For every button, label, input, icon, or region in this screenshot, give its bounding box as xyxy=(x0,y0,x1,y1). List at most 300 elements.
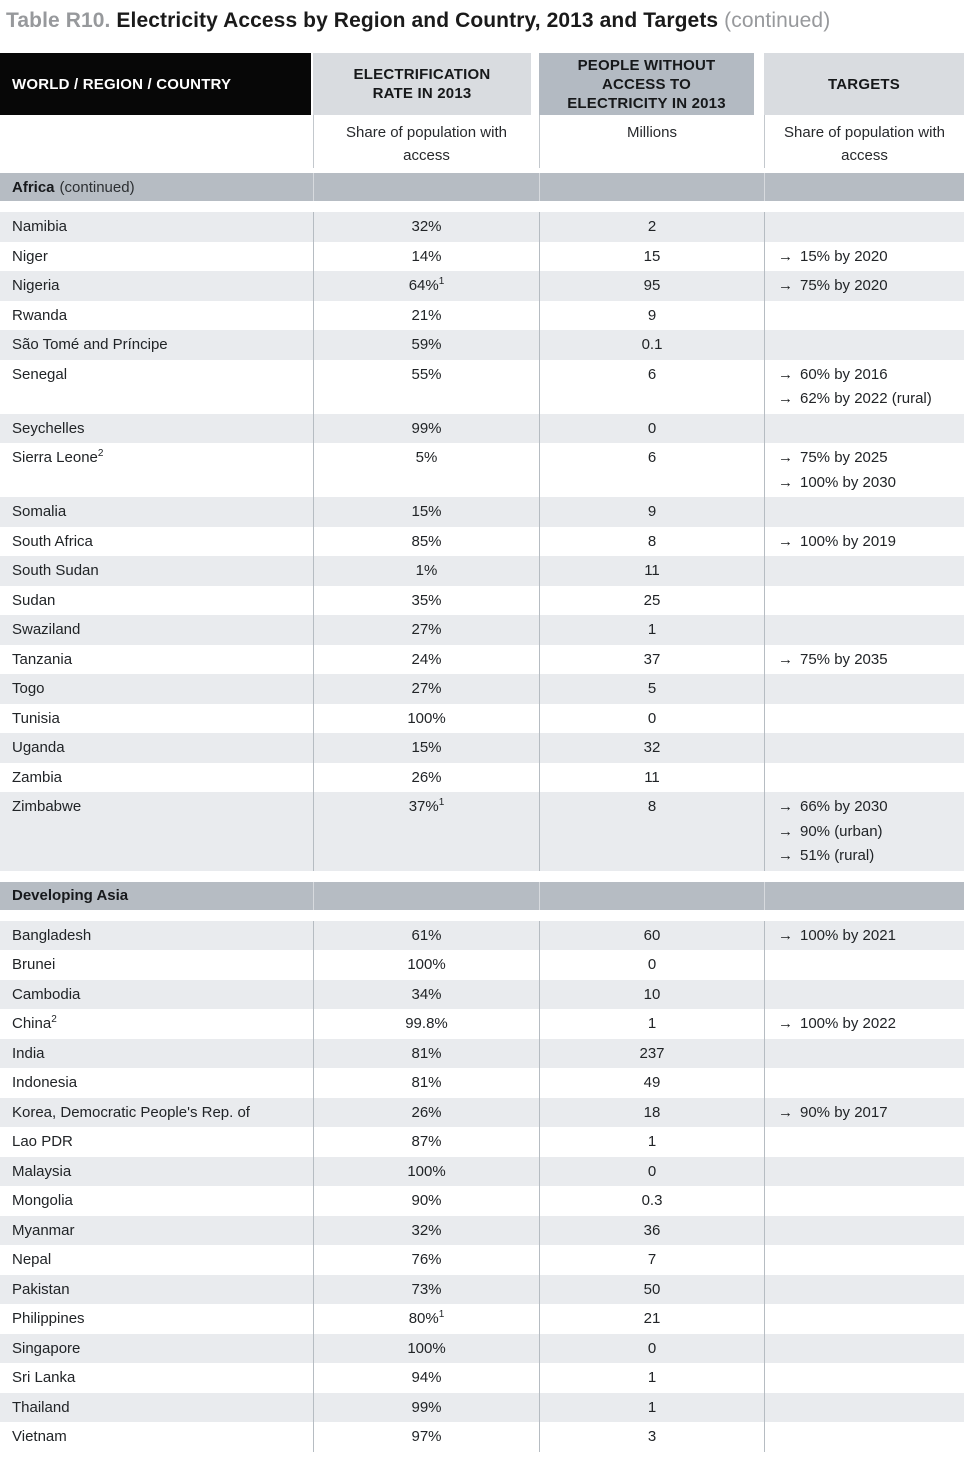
rate-cell xyxy=(313,704,539,734)
country-cell xyxy=(0,271,313,301)
target-line xyxy=(778,926,964,946)
table-row xyxy=(0,1157,964,1187)
rate-cell xyxy=(313,1039,539,1069)
table-row xyxy=(0,1039,964,1069)
country-cell xyxy=(0,1157,313,1187)
country-cell xyxy=(0,1334,313,1364)
rate-value: 99% xyxy=(411,419,442,437)
targets-cell xyxy=(764,242,964,272)
target-arrow-icon: → xyxy=(778,847,793,864)
country-name: South Africa xyxy=(12,532,93,550)
target-text: 75% by 2020 xyxy=(800,277,888,294)
table-title xyxy=(0,0,964,33)
footnote-marker: 1 xyxy=(438,797,445,808)
rate-value: 100% xyxy=(407,709,446,727)
table-row xyxy=(0,414,964,444)
table-row xyxy=(0,1127,964,1157)
rate-value: 100% xyxy=(407,1339,446,1357)
rate-value: 81% xyxy=(411,1044,442,1062)
subheader-cell-empty xyxy=(0,115,313,168)
country-name: Uganda xyxy=(12,739,65,756)
table-row xyxy=(0,1363,964,1393)
rate-cell xyxy=(313,1186,539,1216)
targets-cell xyxy=(764,1157,964,1187)
country-name: Malaysia xyxy=(12,1162,72,1180)
country-cell xyxy=(0,1009,313,1039)
table-row xyxy=(0,792,964,871)
targets-cell xyxy=(764,1245,964,1275)
country-cell xyxy=(0,733,313,763)
table-row xyxy=(0,443,964,497)
rate-value: 15% xyxy=(411,503,442,520)
targets-cell xyxy=(764,1127,964,1157)
rate-cell xyxy=(313,414,539,444)
target-line xyxy=(778,1014,964,1034)
section-header-cell xyxy=(0,173,313,201)
millions-cell: 9 xyxy=(539,497,764,527)
rate-cell xyxy=(313,1216,539,1246)
targets-cell xyxy=(764,615,964,645)
country-name: Senegal xyxy=(12,365,68,383)
rate-cell xyxy=(313,527,539,557)
country-cell xyxy=(0,615,313,645)
millions-cell: 25 xyxy=(539,586,764,616)
country-name: Zambia xyxy=(12,768,63,786)
millions-cell: 10 xyxy=(539,980,764,1010)
rate-value: 55% xyxy=(411,365,442,383)
table-row xyxy=(0,645,964,675)
target-text: 62% by 2022 (rural) xyxy=(800,390,932,407)
country-name: São Tomé and Príncipe xyxy=(12,336,168,353)
target-line xyxy=(778,276,964,296)
rate-value: 87% xyxy=(411,1133,442,1150)
table-row xyxy=(0,950,964,980)
millions-cell: 18 xyxy=(539,1098,764,1128)
table-row xyxy=(0,330,964,360)
targets-cell xyxy=(764,1216,964,1246)
targets-cell xyxy=(764,950,964,980)
rate-cell xyxy=(313,242,539,272)
rate-value: 61% xyxy=(411,926,442,944)
table-subheader-row xyxy=(0,115,964,168)
rate-value: 27% xyxy=(411,680,442,697)
millions-cell: 60 xyxy=(539,921,764,951)
table-row xyxy=(0,497,964,527)
targets-cell xyxy=(764,301,964,331)
header-cell-targets: TARGETS xyxy=(764,53,964,115)
section-header-cell xyxy=(539,173,764,201)
rate-value: 1% xyxy=(415,562,438,579)
country-name: Thailand xyxy=(12,1398,70,1416)
millions-cell: 0 xyxy=(539,950,764,980)
targets-cell xyxy=(764,1422,964,1452)
country-name: Indonesia xyxy=(12,1074,78,1091)
target-text: 90% (urban) xyxy=(800,822,883,840)
country-cell xyxy=(0,1098,313,1128)
millions-cell: 1 xyxy=(539,1393,764,1423)
targets-cell xyxy=(764,980,964,1010)
target-arrow-icon: → xyxy=(778,247,793,265)
country-name: Pakistan xyxy=(12,1280,70,1298)
millions-cell: 36 xyxy=(539,1216,764,1246)
targets-cell xyxy=(764,212,964,242)
country-name: India xyxy=(12,1044,45,1062)
country-name: Mongolia xyxy=(12,1192,73,1209)
table-row xyxy=(0,1245,964,1275)
targets-cell xyxy=(764,1009,964,1039)
rate-cell xyxy=(313,792,539,871)
rate-cell xyxy=(313,645,539,675)
millions-cell: 32 xyxy=(539,733,764,763)
country-name: Seychelles xyxy=(12,419,85,437)
header-cell-country: WORLD / REGION / COUNTRY xyxy=(0,53,313,115)
country-name: South Sudan xyxy=(12,562,99,579)
millions-cell: 50 xyxy=(539,1275,764,1305)
rate-value: 21% xyxy=(411,306,442,324)
country-cell xyxy=(0,1127,313,1157)
rate-cell xyxy=(313,497,539,527)
section-label: Africa xyxy=(12,178,55,196)
table-row xyxy=(0,704,964,734)
targets-cell xyxy=(764,497,964,527)
country-name: Tunisia xyxy=(12,709,60,727)
rate-cell xyxy=(313,330,539,360)
table-row xyxy=(0,527,964,557)
targets-cell xyxy=(764,1334,964,1364)
target-arrow-icon: → xyxy=(778,473,793,491)
table-row xyxy=(0,556,964,586)
country-cell xyxy=(0,645,313,675)
table-row xyxy=(0,1393,964,1423)
rate-value: 14% xyxy=(411,247,442,265)
country-name: China xyxy=(12,1015,52,1032)
target-text: 90% by 2017 xyxy=(800,1103,888,1121)
target-arrow-icon: → xyxy=(778,390,793,407)
target-line xyxy=(778,822,964,842)
target-text: 100% by 2022 xyxy=(800,1015,896,1032)
millions-cell: 8 xyxy=(539,792,764,871)
country-cell xyxy=(0,763,313,793)
country-cell xyxy=(0,527,313,557)
targets-cell xyxy=(764,527,964,557)
table-title-main: Electricity Access by Region and Country, 2013 and Targets xyxy=(116,9,719,32)
targets-cell xyxy=(764,1304,964,1334)
table-row xyxy=(0,301,964,331)
rate-cell xyxy=(313,1275,539,1305)
table-row xyxy=(0,1304,964,1334)
country-name: Bangladesh xyxy=(12,926,92,944)
table-row xyxy=(0,921,964,951)
country-cell xyxy=(0,1186,313,1216)
country-cell xyxy=(0,414,313,444)
targets-cell xyxy=(764,645,964,675)
country-cell xyxy=(0,980,313,1010)
millions-cell: 8 xyxy=(539,527,764,557)
country-name: Nigeria xyxy=(12,277,60,294)
table-row xyxy=(0,733,964,763)
table-row xyxy=(0,763,964,793)
country-cell xyxy=(0,1039,313,1069)
millions-cell: 6 xyxy=(539,443,764,497)
target-line xyxy=(778,448,964,468)
rate-cell xyxy=(313,586,539,616)
country-name: Lao PDR xyxy=(12,1133,73,1150)
rate-value: 64% xyxy=(408,277,439,294)
rate-value: 32% xyxy=(411,218,442,235)
country-cell xyxy=(0,1275,313,1305)
country-name: Philippines xyxy=(12,1310,85,1327)
target-text: 75% by 2035 xyxy=(800,650,888,668)
rate-cell xyxy=(313,1422,539,1452)
millions-cell: 0 xyxy=(539,414,764,444)
country-cell xyxy=(0,1363,313,1393)
table-row xyxy=(0,1275,964,1305)
country-cell xyxy=(0,1245,313,1275)
country-cell xyxy=(0,674,313,704)
target-line xyxy=(778,389,964,409)
target-arrow-icon: → xyxy=(778,1015,793,1032)
target-line xyxy=(778,797,964,817)
country-cell xyxy=(0,1216,313,1246)
rate-value: 80% xyxy=(408,1310,439,1327)
country-name: Brunei xyxy=(12,956,56,973)
targets-cell xyxy=(764,443,964,497)
rate-value: 26% xyxy=(411,1103,442,1121)
targets-cell xyxy=(764,1275,964,1305)
rate-value: 99.8% xyxy=(405,1015,448,1032)
country-cell xyxy=(0,792,313,871)
targets-cell xyxy=(764,414,964,444)
target-arrow-icon: → xyxy=(778,365,793,383)
footnote-marker: 1 xyxy=(438,276,445,287)
country-name: Sudan xyxy=(12,591,56,609)
rate-value: 99% xyxy=(411,1398,442,1416)
rate-cell xyxy=(313,950,539,980)
rate-cell xyxy=(313,980,539,1010)
targets-cell xyxy=(764,1363,964,1393)
header-cell-electrification-rate: ELECTRIFICATION RATE IN 2013 xyxy=(313,53,539,115)
rate-value: 97% xyxy=(411,1428,442,1445)
rate-cell xyxy=(313,1157,539,1187)
target-text: 100% by 2021 xyxy=(800,926,896,944)
millions-cell: 11 xyxy=(539,556,764,586)
country-name: Somalia xyxy=(12,503,67,520)
table-body xyxy=(0,173,964,1452)
rate-cell xyxy=(313,301,539,331)
millions-cell: 1 xyxy=(539,1009,764,1039)
country-name: Korea, Democratic People's Rep. of xyxy=(12,1103,250,1121)
millions-cell: 1 xyxy=(539,615,764,645)
target-text: 100% by 2030 xyxy=(800,473,896,491)
millions-cell: 237 xyxy=(539,1039,764,1069)
rate-value: 59% xyxy=(411,336,442,353)
section-header-cell xyxy=(313,173,539,201)
country-name: Tanzania xyxy=(12,650,73,668)
millions-cell: 1 xyxy=(539,1127,764,1157)
targets-cell xyxy=(764,271,964,301)
millions-cell: 0.1 xyxy=(539,330,764,360)
country-cell xyxy=(0,330,313,360)
table-row xyxy=(0,586,964,616)
country-name: Vietnam xyxy=(12,1428,67,1445)
rate-cell xyxy=(313,212,539,242)
country-cell xyxy=(0,443,313,497)
rate-value: 85% xyxy=(411,532,442,550)
millions-cell: 2 xyxy=(539,212,764,242)
millions-cell: 9 xyxy=(539,301,764,331)
table-row xyxy=(0,1098,964,1128)
rate-cell xyxy=(313,1245,539,1275)
country-name: Singapore xyxy=(12,1339,81,1357)
header-cell-people-without-access: PEOPLE WITHOUT ACCESS TO ELECTRICITY IN 2013 xyxy=(539,53,764,115)
target-text: 75% by 2025 xyxy=(800,449,888,466)
rate-cell xyxy=(313,1334,539,1364)
targets-cell xyxy=(764,330,964,360)
targets-cell xyxy=(764,792,964,871)
subheader-cell-rate-unit: Share of population with access xyxy=(313,115,539,168)
country-name: Niger xyxy=(12,247,48,265)
country-cell xyxy=(0,704,313,734)
millions-cell: 49 xyxy=(539,1068,764,1098)
millions-cell: 11 xyxy=(539,763,764,793)
rate-value: 26% xyxy=(411,768,442,786)
target-line xyxy=(778,846,964,866)
rate-cell xyxy=(313,733,539,763)
targets-cell xyxy=(764,1186,964,1216)
targets-cell xyxy=(764,763,964,793)
rate-cell xyxy=(313,1009,539,1039)
target-arrow-icon: → xyxy=(778,1103,793,1121)
target-arrow-icon: → xyxy=(778,449,793,466)
millions-cell: 5 xyxy=(539,674,764,704)
section-header xyxy=(0,882,964,910)
table-row xyxy=(0,1068,964,1098)
millions-cell: 0 xyxy=(539,1334,764,1364)
rate-value: 90% xyxy=(411,1192,442,1209)
rate-cell xyxy=(313,1068,539,1098)
table-row xyxy=(0,1186,964,1216)
millions-cell: 21 xyxy=(539,1304,764,1334)
section-header-cell xyxy=(764,173,964,201)
target-arrow-icon: → xyxy=(778,822,793,840)
targets-cell xyxy=(764,1068,964,1098)
section-label: Developing Asia xyxy=(12,887,129,904)
country-name: Rwanda xyxy=(12,306,68,324)
table-row xyxy=(0,1216,964,1246)
rate-cell xyxy=(313,1393,539,1423)
country-name: Sri Lanka xyxy=(12,1369,76,1386)
target-line xyxy=(778,1103,964,1123)
rate-cell xyxy=(313,1127,539,1157)
rate-value: 76% xyxy=(411,1251,442,1268)
millions-cell: 95 xyxy=(539,271,764,301)
country-cell xyxy=(0,950,313,980)
country-cell xyxy=(0,212,313,242)
target-arrow-icon: → xyxy=(778,277,793,294)
rate-cell xyxy=(313,1304,539,1334)
rate-value: 32% xyxy=(411,1221,442,1239)
targets-cell xyxy=(764,733,964,763)
country-cell xyxy=(0,301,313,331)
rate-value: 34% xyxy=(411,985,442,1003)
country-name: Togo xyxy=(12,680,45,697)
section-header-cell xyxy=(0,882,313,910)
data-table xyxy=(0,53,964,1452)
target-line xyxy=(778,473,964,493)
country-cell xyxy=(0,586,313,616)
rate-value: 94% xyxy=(411,1369,442,1386)
country-cell xyxy=(0,242,313,272)
target-text: 15% by 2020 xyxy=(800,247,888,265)
section-header xyxy=(0,173,964,201)
rate-value: 27% xyxy=(411,621,442,638)
country-cell xyxy=(0,1393,313,1423)
country-cell xyxy=(0,1304,313,1334)
rate-cell xyxy=(313,360,539,414)
table-row xyxy=(0,674,964,704)
subheader-cell-targets-unit: Share of population with access xyxy=(764,115,964,168)
millions-cell: 6 xyxy=(539,360,764,414)
country-name: Namibia xyxy=(12,218,68,235)
country-name: Cambodia xyxy=(12,985,81,1003)
target-line xyxy=(778,247,964,267)
target-arrow-icon: → xyxy=(778,798,793,815)
country-name: Swaziland xyxy=(12,621,81,638)
country-name: Sierra Leone xyxy=(12,449,98,466)
table-row xyxy=(0,1422,964,1452)
targets-cell xyxy=(764,556,964,586)
rate-cell xyxy=(313,271,539,301)
rate-value: 15% xyxy=(411,739,442,756)
country-cell xyxy=(0,556,313,586)
targets-cell xyxy=(764,1098,964,1128)
millions-cell: 15 xyxy=(539,242,764,272)
country-cell xyxy=(0,921,313,951)
rate-value: 5% xyxy=(415,449,438,466)
country-cell xyxy=(0,497,313,527)
table-row xyxy=(0,271,964,301)
millions-cell: 0 xyxy=(539,704,764,734)
rate-cell xyxy=(313,763,539,793)
table-row xyxy=(0,1334,964,1364)
rate-value: 37% xyxy=(408,798,439,815)
target-text: 100% by 2019 xyxy=(800,532,896,550)
rate-cell xyxy=(313,1098,539,1128)
table-title-suffix: (continued) xyxy=(724,9,831,32)
table-title-prefix: Table R10. xyxy=(6,9,111,32)
table-header-row xyxy=(0,53,964,115)
millions-cell: 1 xyxy=(539,1363,764,1393)
targets-cell xyxy=(764,921,964,951)
targets-cell xyxy=(764,704,964,734)
target-arrow-icon: → xyxy=(778,532,793,550)
target-line xyxy=(778,532,964,552)
rate-value: 100% xyxy=(407,956,446,973)
footnote-marker: 2 xyxy=(97,448,104,459)
table-row xyxy=(0,615,964,645)
section-label-suffix: (continued) xyxy=(59,178,135,196)
country-cell xyxy=(0,360,313,414)
table-row xyxy=(0,980,964,1010)
country-cell xyxy=(0,1068,313,1098)
table-row xyxy=(0,360,964,414)
section-header-cell xyxy=(539,882,764,910)
target-line xyxy=(778,650,964,670)
country-name: Nepal xyxy=(12,1251,52,1268)
target-arrow-icon: → xyxy=(778,650,793,668)
target-text: 51% (rural) xyxy=(800,847,875,864)
section-header-cell xyxy=(764,882,964,910)
